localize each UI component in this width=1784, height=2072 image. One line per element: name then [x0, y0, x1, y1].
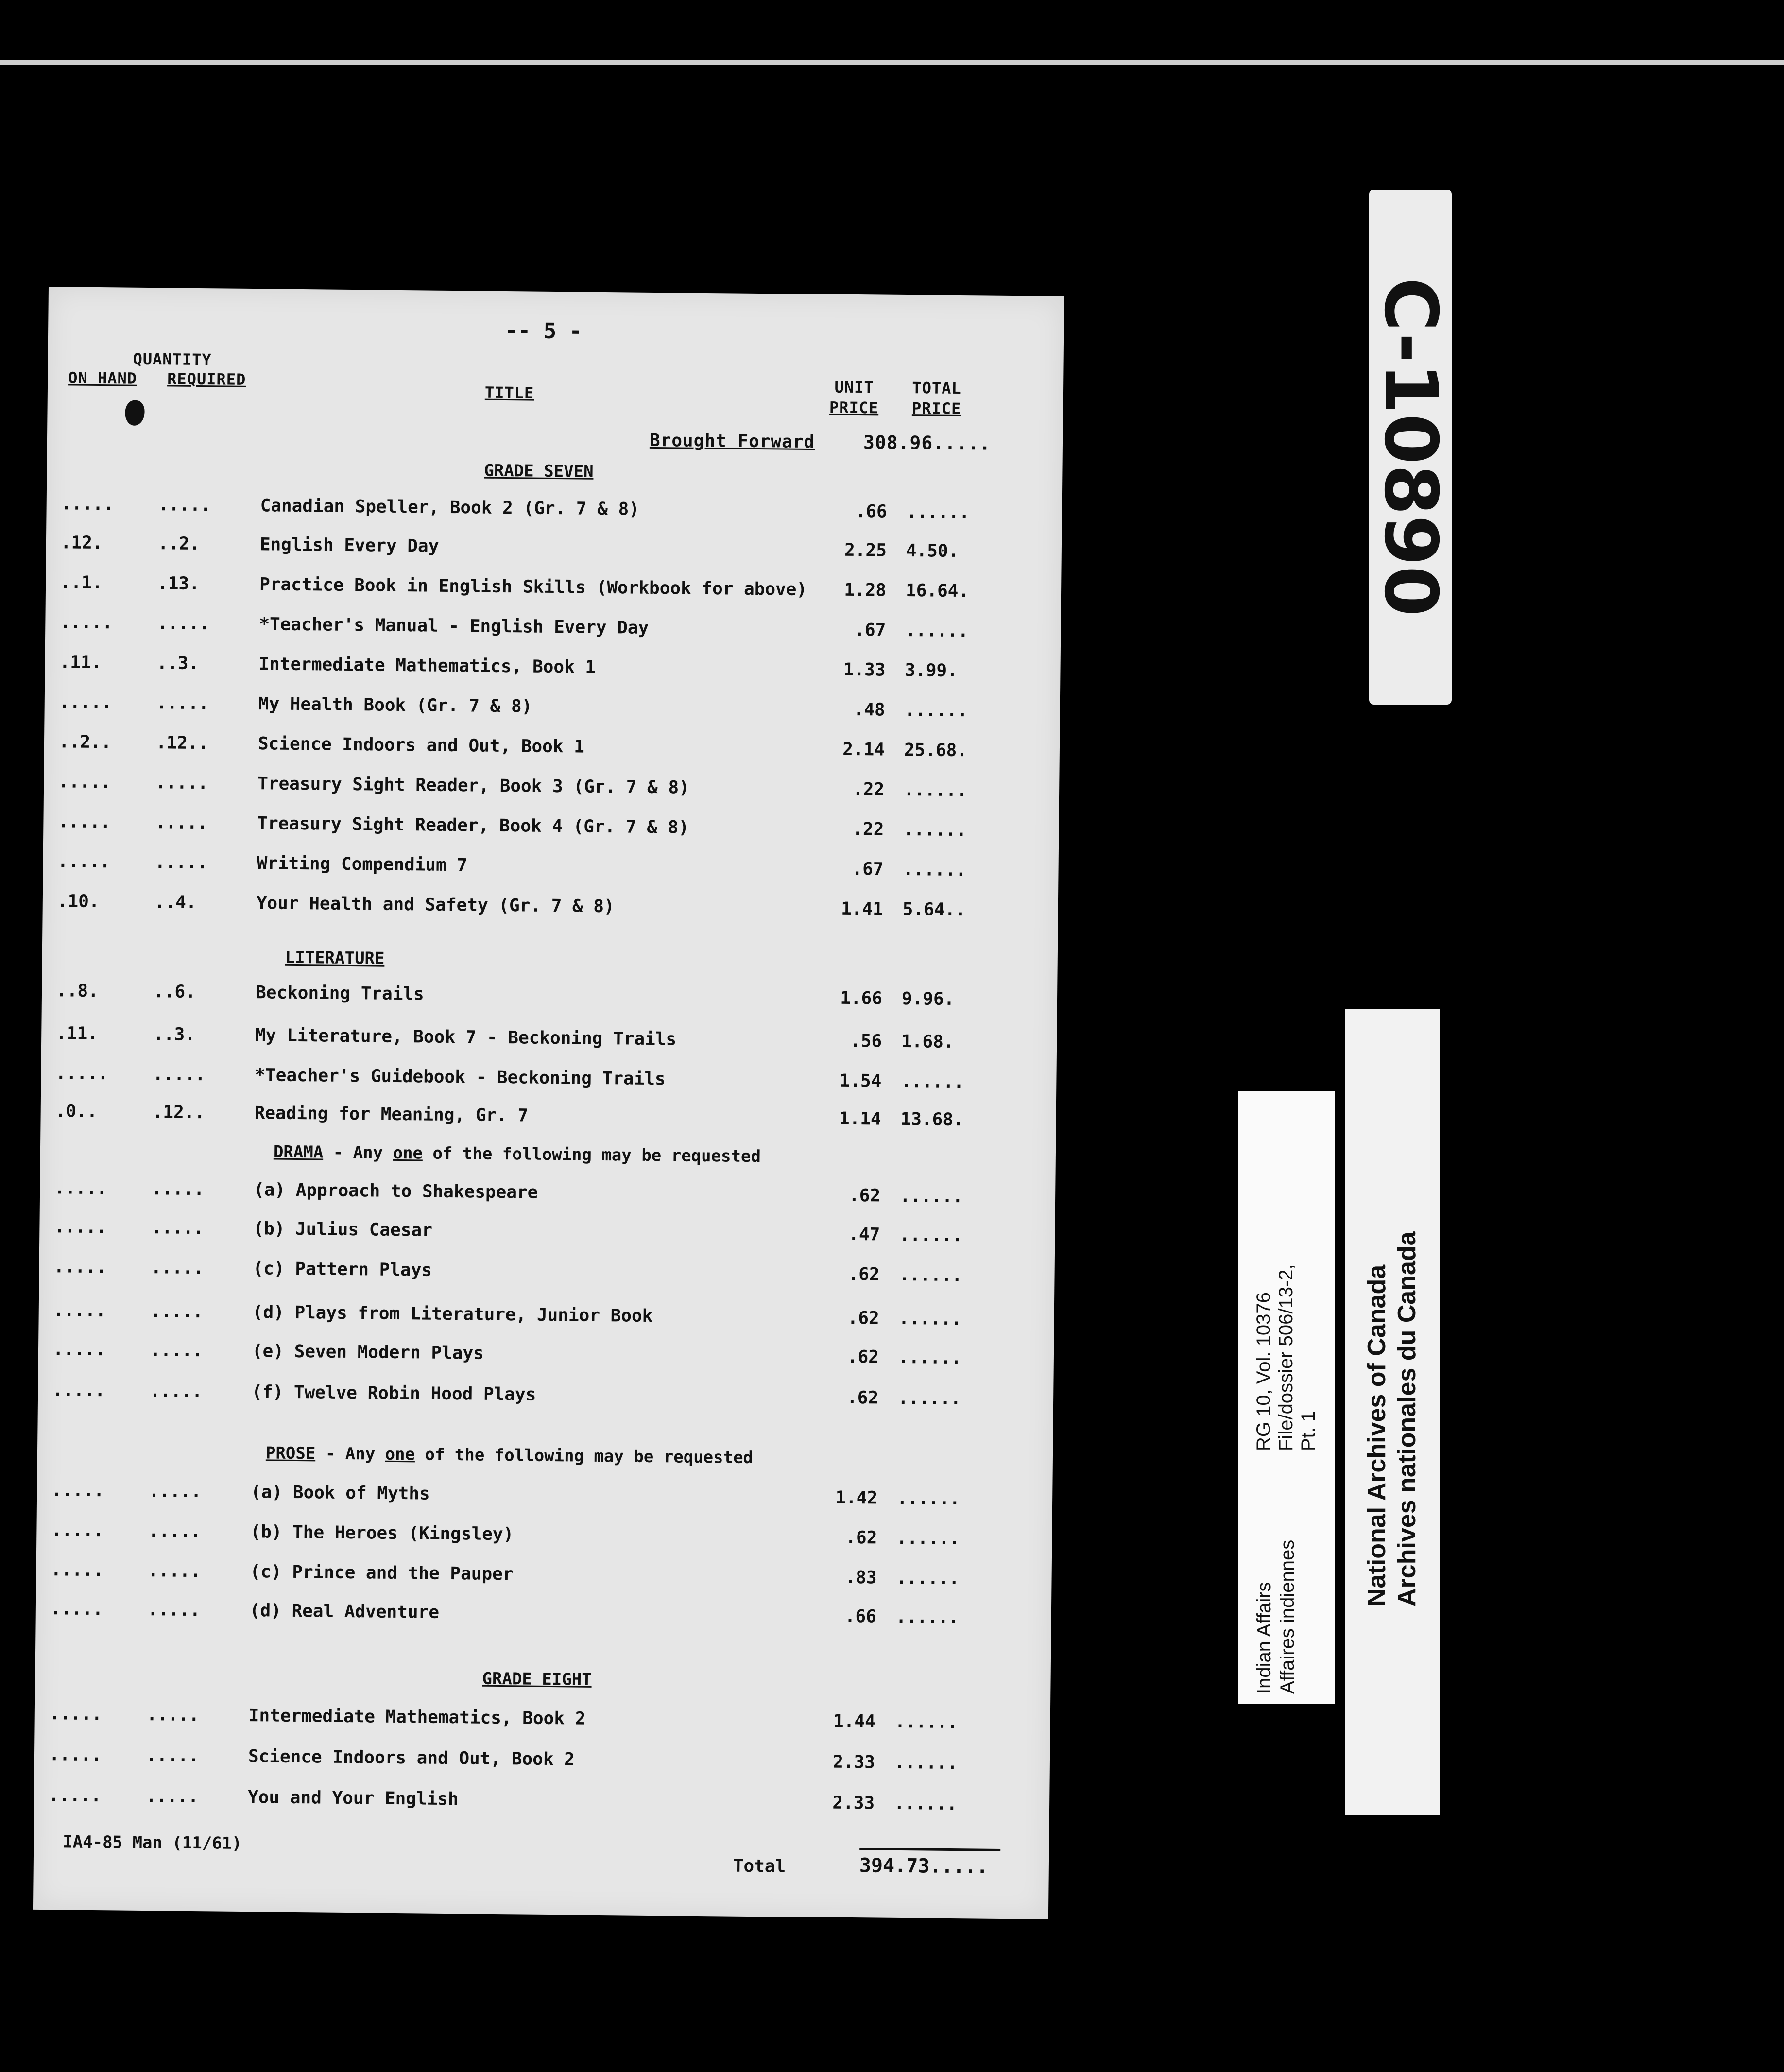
reel-number: C-10890: [1368, 277, 1453, 617]
archives-name-fr: Archives nationales du Canada: [1393, 1231, 1421, 1606]
prose-label: PROSE: [265, 1443, 316, 1464]
table-row: [56, 1023, 1047, 1067]
archives-label-text: [1345, 1009, 1440, 1815]
total-price-cell: ......: [903, 859, 966, 881]
table-row: [51, 1480, 1043, 1524]
total-price-cell: ......: [899, 1264, 962, 1286]
archives-label: [1345, 1009, 1440, 1815]
total-label: Total: [733, 1856, 786, 1877]
total-value: 394.73.....: [859, 1854, 989, 1878]
required-cell: ..3.: [153, 1024, 196, 1045]
brought-forward-value: 308.96.....: [863, 432, 991, 454]
table-row: [49, 1785, 1040, 1829]
unit-price-cell: .66: [855, 501, 887, 522]
quantity-header: QUANTITY: [133, 349, 212, 369]
table-row: [58, 812, 1049, 855]
unit-price-cell: 1.33: [843, 659, 886, 680]
total-price-cell: ......: [894, 1752, 958, 1774]
total-price-cell: ......: [905, 620, 969, 641]
on-hand-cell: .0..: [55, 1101, 98, 1122]
total-price-cell: ......: [903, 779, 967, 801]
required-cell: ..3.: [156, 653, 199, 674]
total-price-cell: ......: [903, 819, 967, 841]
unit-price-cell: 1.66: [840, 988, 883, 1009]
required-header: REQUIRED: [167, 369, 246, 389]
total-price-cell: ......: [894, 1711, 958, 1733]
unit-price-cell: .83: [845, 1567, 877, 1588]
total-price-cell: ......: [901, 1071, 964, 1092]
table-row: [54, 1217, 1046, 1260]
title-cell: (b) Julius Caesar: [253, 1219, 433, 1241]
unit-price-cell: .56: [850, 1031, 882, 1052]
total-price-cell: ......: [897, 1388, 961, 1409]
total-price-cell: ......: [893, 1793, 958, 1814]
on-hand-cell: .....: [52, 1339, 106, 1360]
required-cell: ..2.: [157, 534, 200, 554]
total-price-cell: ......: [899, 1225, 963, 1246]
unit-price-cell: 1.14: [839, 1108, 881, 1129]
reference-label-text: [1238, 1091, 1335, 1704]
on-hand-cell: .....: [54, 1178, 107, 1199]
unit-price-cell: 1.44: [833, 1711, 875, 1732]
unit-price-cell: 1.28: [844, 580, 887, 601]
title-cell: (d) Plays from Literature, Junior Book: [252, 1302, 653, 1327]
total-price-cell: ......: [896, 1488, 961, 1509]
required-cell: .....: [151, 1218, 204, 1239]
on-hand-cell: .11.: [59, 652, 102, 673]
required-cell: .....: [150, 1301, 204, 1322]
unit-price-cell: .67: [854, 620, 886, 640]
required-cell: .....: [145, 1786, 199, 1807]
total-price-header-line2: PRICE: [911, 399, 961, 418]
unit-price-header-line1: UNIT: [834, 378, 874, 397]
drama-note-one: one: [393, 1143, 423, 1163]
required-cell: .....: [149, 1481, 202, 1502]
unit-price-header-line2: PRICE: [829, 398, 879, 417]
total-price-cell: 5.64..: [902, 899, 966, 920]
table-row: [60, 612, 1051, 656]
total-price-cell: 9.96.: [901, 988, 955, 1009]
table-row: [53, 1300, 1045, 1344]
unit-price-cell: .22: [852, 819, 884, 840]
unit-price-cell: .62: [847, 1308, 879, 1329]
on-hand-cell: .....: [49, 1785, 102, 1806]
title-cell: (c) Prince and the Pauper: [250, 1562, 514, 1585]
reference-col-1: [1252, 1540, 1299, 1694]
required-cell: .....: [149, 1381, 203, 1402]
title-cell: Intermediate Mathematics, Book 2: [248, 1706, 586, 1729]
on-hand-cell: .....: [51, 1560, 104, 1581]
archives-name-en: National Archives of Canada: [1363, 1264, 1391, 1606]
required-cell: .....: [158, 495, 211, 516]
title-cell: You and Your English: [247, 1787, 459, 1810]
on-hand-cell: .11.: [56, 1023, 99, 1044]
unit-price-cell: .62: [847, 1347, 879, 1367]
unit-price-cell: 2.33: [833, 1752, 875, 1773]
required-cell: .....: [156, 693, 209, 714]
on-hand-header: ON HAND: [68, 368, 137, 388]
on-hand-cell: .....: [53, 1257, 107, 1278]
on-hand-cell: .....: [51, 1520, 104, 1541]
reel-number-label: [1369, 190, 1452, 705]
on-hand-cell: .....: [54, 1217, 107, 1238]
drama-note-post: of the following may be requested: [422, 1143, 761, 1167]
film-edge-line: [0, 60, 1784, 65]
title-cell: Practice Book in English Skills (Workbook for above): [259, 574, 807, 600]
unit-price-cell: 1.42: [835, 1487, 878, 1508]
unit-price-cell: 2.25: [844, 540, 887, 561]
table-row: [49, 1744, 1041, 1788]
required-cell: .....: [147, 1600, 201, 1621]
table-row: [53, 1339, 1045, 1383]
total-price-cell: ......: [904, 700, 968, 721]
on-hand-cell: .....: [61, 494, 114, 515]
total-price-cell: 3.99.: [905, 660, 958, 681]
ref-line-2: Affaires indiennes: [1277, 1539, 1298, 1694]
drama-label: DRAMA: [273, 1142, 324, 1162]
required-cell: .....: [151, 1179, 205, 1200]
section-grade-seven: GRADE SEVEN: [484, 461, 594, 482]
total-price-cell: ......: [898, 1347, 962, 1368]
prose-note-post: of the following may be requested: [414, 1445, 754, 1468]
total-price-cell: ......: [896, 1568, 960, 1589]
title-cell: *Teacher's Manual - English Every Day: [259, 614, 649, 638]
total-price-cell: 4.50.: [906, 540, 959, 562]
ref-line-4: File/dossier 506/13-2,: [1275, 1264, 1297, 1451]
table-row: [60, 572, 1052, 616]
total-price-cell: ......: [898, 1308, 962, 1330]
title-header: TITLE: [484, 383, 534, 402]
total-price-header-line1: TOTAL: [912, 379, 961, 398]
on-hand-cell: .....: [53, 1300, 106, 1321]
title-cell: Canadian Speller, Book 2 (Gr. 7 & 8): [260, 496, 640, 519]
total-price-cell: ......: [906, 501, 970, 523]
title-cell: My Health Book (Gr. 7 & 8): [258, 694, 532, 717]
table-row: [55, 1101, 1046, 1145]
title-cell: *Teacher's Guidebook - Beckoning Trails: [255, 1065, 666, 1089]
on-hand-cell: ..8.: [56, 981, 99, 1001]
unit-price-cell: .22: [852, 779, 885, 800]
title-cell: (e) Seven Modern Plays: [252, 1341, 484, 1364]
on-hand-cell: .....: [49, 1704, 103, 1725]
on-hand-cell: .....: [49, 1744, 102, 1765]
table-row: [51, 1520, 1043, 1564]
ref-line-5: Pt. 1: [1298, 1411, 1319, 1451]
title-cell: English Every Day: [259, 535, 439, 556]
title-cell: Treasury Sight Reader, Book 3 (Gr. 7 & 8): [257, 774, 689, 798]
on-hand-cell: .....: [58, 812, 111, 832]
table-row: [52, 1380, 1044, 1424]
required-cell: .....: [155, 812, 208, 833]
on-hand-cell: .12.: [60, 533, 103, 553]
form-identifier: IA4-85 Man (11/61): [63, 1832, 242, 1853]
required-cell: .....: [146, 1745, 199, 1766]
on-hand-cell: .....: [50, 1599, 103, 1620]
total-price-cell: 25.68.: [904, 740, 968, 761]
title-cell: (f) Twelve Robin Hood Plays: [251, 1382, 536, 1405]
required-cell: .....: [155, 773, 208, 794]
total-price-cell: ......: [895, 1606, 960, 1628]
table-row: [59, 652, 1051, 696]
title-cell: Intermediate Mathematics, Book 1: [258, 654, 596, 677]
brought-forward-label: Brought Forward: [649, 430, 815, 452]
on-hand-cell: .....: [57, 851, 111, 872]
unit-price-cell: .48: [853, 699, 885, 720]
page-number: -- 5 -: [504, 318, 583, 344]
on-hand-cell: .....: [51, 1480, 104, 1501]
on-hand-cell: .....: [55, 1063, 109, 1084]
title-cell: (c) Pattern Plays: [253, 1259, 432, 1280]
table-row: [57, 891, 1048, 935]
unit-price-cell: .67: [852, 859, 884, 880]
required-cell: ..6.: [153, 982, 196, 1002]
table-row: [54, 1178, 1046, 1222]
title-cell: Science Indoors and Out, Book 2: [248, 1746, 575, 1770]
unit-price-cell: .47: [848, 1224, 880, 1245]
table-row: [56, 981, 1048, 1024]
table-row: [59, 732, 1050, 776]
unit-price-cell: .62: [848, 1185, 881, 1206]
ref-line-3: RG 10, Vol. 10376: [1253, 1292, 1274, 1451]
unit-price-cell: .62: [845, 1527, 877, 1548]
title-cell: Beckoning Trails: [255, 983, 425, 1004]
table-row: [49, 1704, 1041, 1747]
on-hand-cell: .....: [60, 612, 113, 633]
table-row: [55, 1063, 1047, 1107]
on-hand-cell: .10.: [57, 891, 100, 912]
drama-note-pre: - Any: [323, 1142, 393, 1163]
title-cell: Your Health and Safety (Gr. 7 & 8): [256, 893, 615, 917]
required-cell: .....: [153, 1064, 206, 1085]
required-cell: .....: [151, 1258, 204, 1278]
required-cell: .....: [157, 613, 210, 634]
required-cell: .....: [148, 1561, 201, 1582]
unit-price-cell: .62: [846, 1387, 879, 1408]
unit-price-cell: 2.33: [832, 1793, 875, 1813]
title-cell: Reading for Meaning, Gr. 7: [254, 1103, 529, 1126]
table-row: [61, 494, 1052, 537]
on-hand-cell: .....: [59, 692, 112, 713]
on-hand-cell: .....: [58, 772, 111, 793]
required-cell: .....: [148, 1521, 201, 1542]
required-cell: .....: [154, 852, 208, 873]
table-row: [50, 1599, 1042, 1642]
table-row: [60, 533, 1052, 576]
prose-note-pre: - Any: [315, 1444, 385, 1464]
title-cell: (a) Book of Myths: [251, 1482, 430, 1504]
table-row: [59, 692, 1050, 736]
on-hand-cell: ..1.: [60, 572, 103, 593]
unit-price-cell: .62: [848, 1264, 880, 1285]
title-cell: Treasury Sight Reader, Book 4 (Gr. 7 & 8): [257, 813, 689, 838]
reference-col-2: [1252, 1264, 1320, 1451]
required-cell: .....: [150, 1340, 203, 1361]
total-price-cell: 16.64.: [905, 580, 969, 602]
reference-label: [1238, 1091, 1335, 1704]
title-cell: My Literature, Book 7 - Beckoning Trails: [255, 1025, 677, 1050]
document-page: [33, 287, 1064, 1919]
table-row: [53, 1257, 1045, 1300]
table-row: [58, 772, 1050, 815]
total-price-cell: 13.68.: [900, 1109, 964, 1130]
prose-note-one: one: [385, 1444, 415, 1465]
ref-line-1: Indian Affairs: [1253, 1582, 1275, 1694]
unit-price-cell: 1.54: [839, 1071, 882, 1091]
book-list: [48, 287, 1064, 1919]
table-row: [57, 851, 1049, 895]
total-price-cell: 1.68.: [901, 1031, 954, 1052]
table-row: [51, 1560, 1042, 1604]
required-cell: ..4.: [154, 892, 197, 913]
unit-price-cell: 1.41: [841, 898, 883, 919]
title-cell: (a) Approach to Shakespeare: [253, 1180, 538, 1203]
section-grade-eight: GRADE EIGHT: [482, 1669, 592, 1690]
required-cell: .13.: [157, 573, 200, 594]
required-cell: .12..: [155, 733, 209, 754]
section-literature: LITERATURE: [285, 948, 385, 968]
title-cell: Writing Compendium 7: [257, 853, 468, 876]
title-cell: (d) Real Adventure: [249, 1601, 440, 1623]
title-cell: (b) The Heroes (Kingsley): [250, 1522, 514, 1545]
total-price-cell: ......: [896, 1528, 960, 1549]
unit-price-cell: .66: [844, 1606, 877, 1627]
required-cell: .....: [146, 1705, 200, 1726]
title-cell: Science Indoors and Out, Book 1: [257, 734, 585, 757]
required-cell: .12..: [152, 1102, 206, 1123]
total-price-cell: ......: [899, 1186, 963, 1207]
on-hand-cell: ..2..: [58, 732, 112, 753]
on-hand-cell: .....: [52, 1380, 105, 1401]
unit-price-cell: 2.14: [842, 739, 885, 760]
